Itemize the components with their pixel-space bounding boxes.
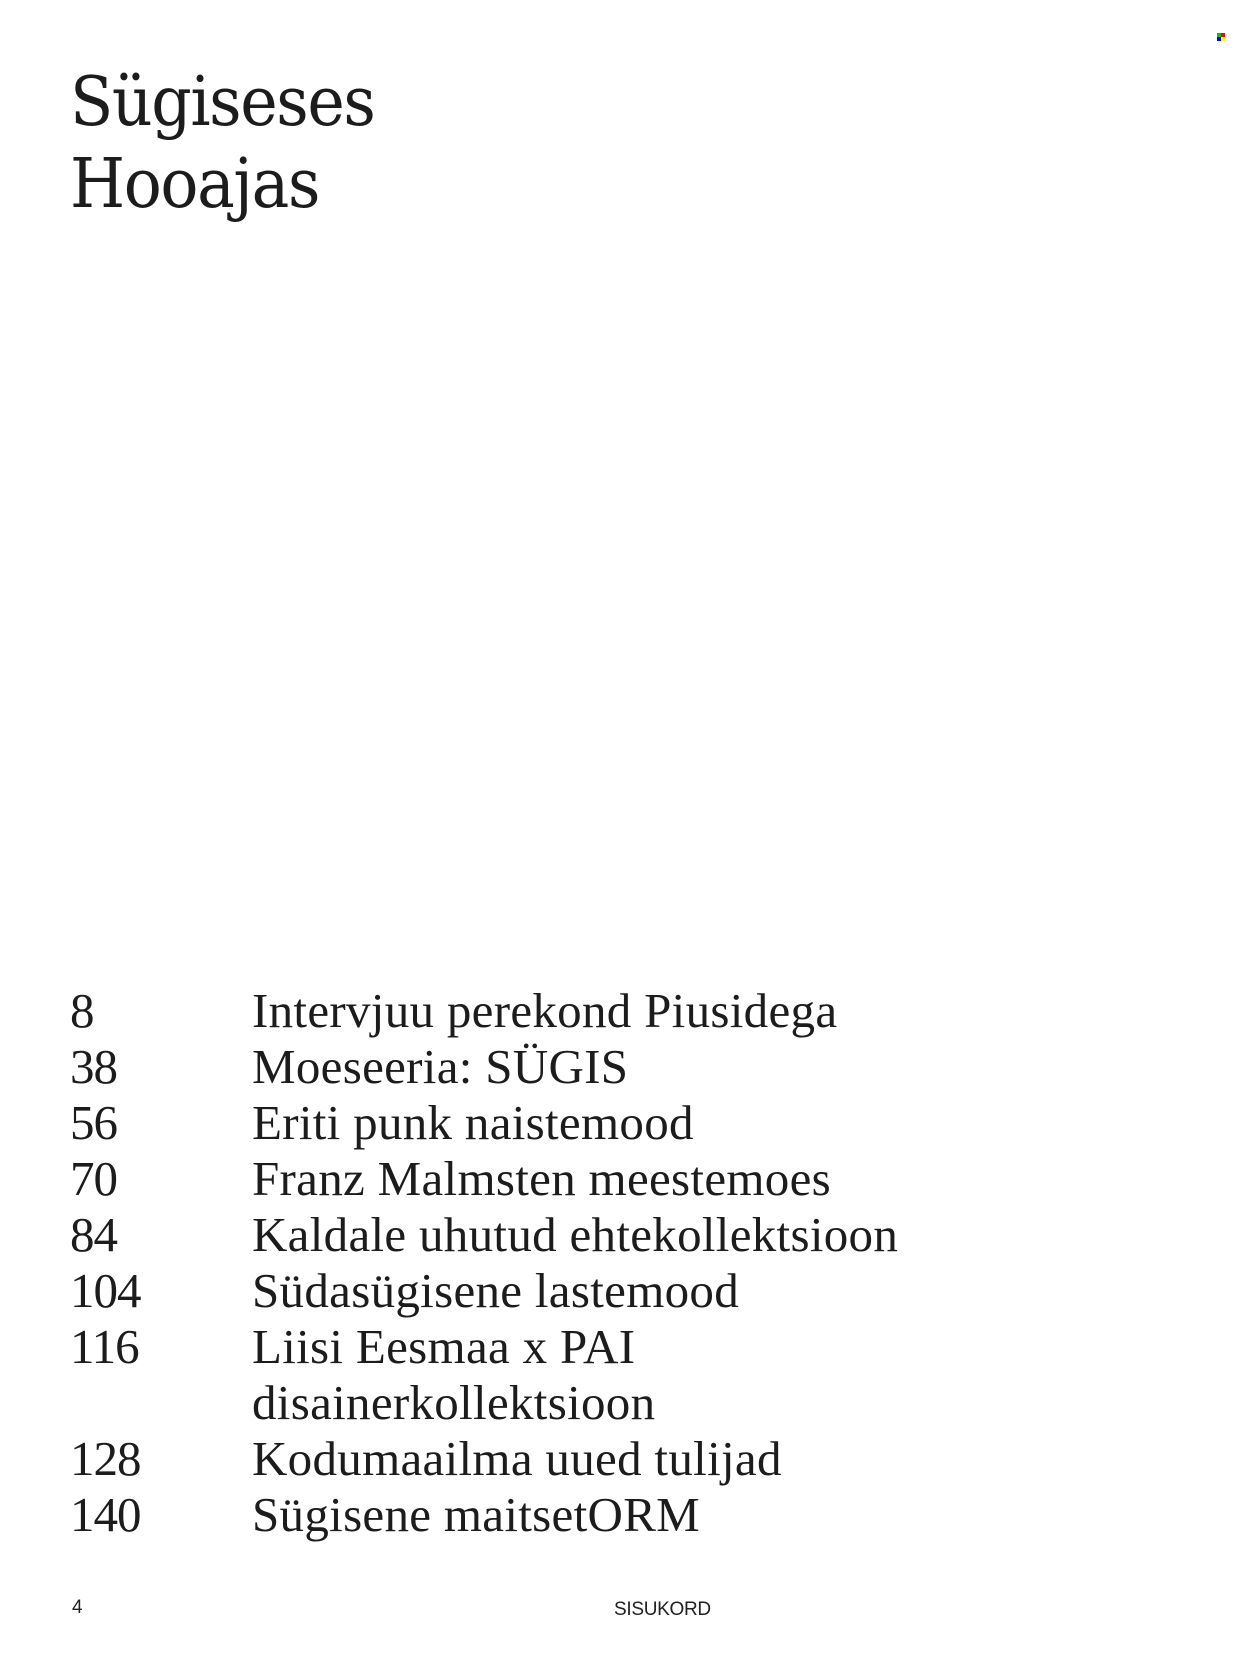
toc-entry-title: Moeseeria: SÜGIS [252, 1039, 629, 1094]
toc-entry-title: Intervjuu perekond Piusidega [252, 983, 838, 1038]
toc-page-number: 8 [70, 983, 94, 1038]
toc-entry[interactable] [70, 1151, 1012, 1207]
table-of-contents [70, 983, 1012, 1543]
toc-page-number: 70 [70, 1151, 117, 1206]
color-swatch-yellow [1221, 37, 1225, 41]
toc-entry[interactable] [70, 1039, 1012, 1095]
toc-entry-title: Südasügisene lastemood [252, 1263, 740, 1318]
toc-entry[interactable] [70, 983, 1012, 1039]
toc-page-number: 116 [70, 1319, 139, 1374]
toc-entry-title: Kaldale uhutud ehtekollektsioon [252, 1207, 899, 1262]
toc-entry[interactable] [70, 1487, 1012, 1543]
toc-entry[interactable] [70, 1431, 1012, 1487]
color-registration-mark [1217, 33, 1225, 41]
toc-page-number: 56 [70, 1095, 117, 1150]
toc-entry-title: Kodumaailma uued tulijad [252, 1431, 782, 1486]
toc-page-number: 128 [70, 1431, 141, 1486]
toc-entry-title: Sügisene maitsetORM [252, 1487, 701, 1542]
toc-entry-title: Franz Malmsten meestemoes [252, 1151, 832, 1206]
footer-page-number: 4 [72, 1597, 83, 1618]
toc-page-number: 84 [70, 1207, 117, 1262]
toc-entry[interactable] [70, 1319, 1012, 1431]
page-title-line-1: Sügiseses [70, 63, 375, 142]
toc-entry[interactable] [70, 1263, 1012, 1319]
toc-entry[interactable] [70, 1095, 1012, 1151]
toc-page-number: 140 [70, 1487, 141, 1542]
page-title [70, 62, 374, 226]
toc-page-number: 104 [70, 1263, 141, 1318]
toc-entry[interactable] [70, 1207, 1012, 1263]
toc-page-number: 38 [70, 1039, 117, 1094]
toc-entry-title: Liisi Eesmaa x PAI disainerkollektsioon [252, 1319, 656, 1430]
footer-section-label: SISUKORD [614, 1599, 711, 1620]
page-title-line-2: Hooajas [70, 145, 320, 224]
toc-entry-title: Eriti punk naistemood [252, 1095, 694, 1150]
